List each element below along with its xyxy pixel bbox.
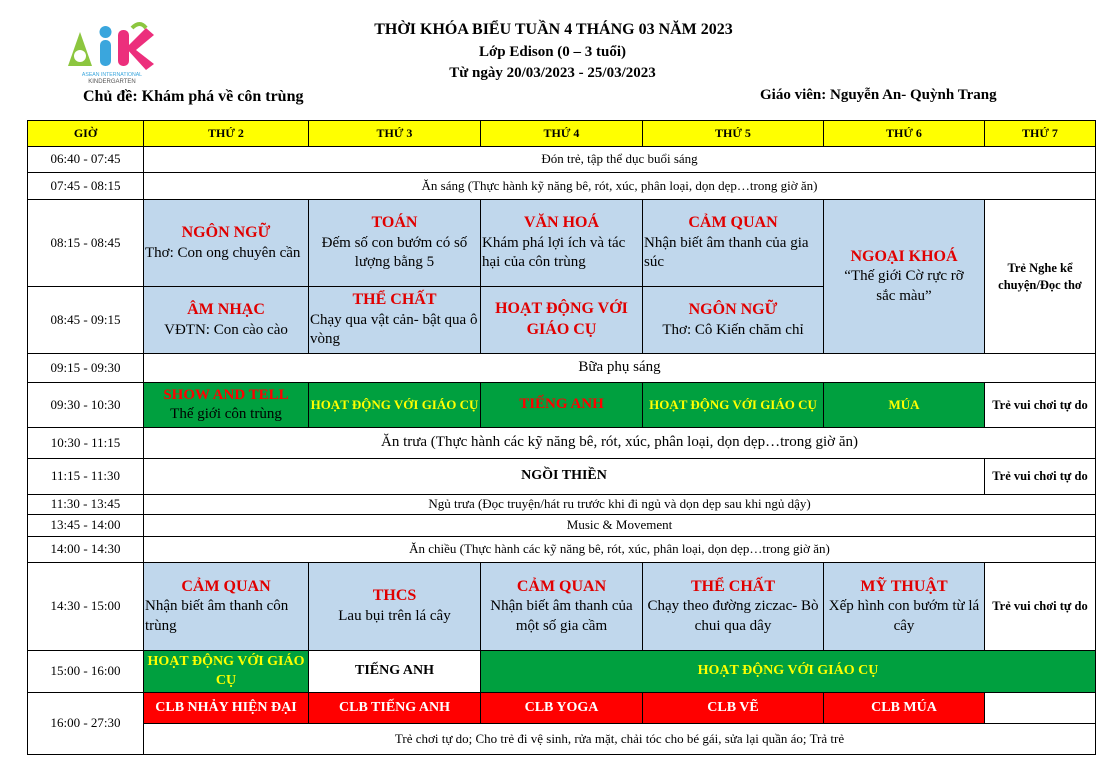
subject-detail: Thế giới côn trùng [170, 406, 282, 422]
col-mon: THỨ 2 [144, 121, 309, 147]
col-fri: THỨ 6 [824, 121, 985, 147]
time-cell: 10:30 - 11:15 [28, 428, 144, 459]
col-time: GIỜ [28, 121, 144, 147]
activity-cell [643, 200, 824, 287]
subject-detail: Chạy theo đường ziczac- Bò chui qua dây [647, 598, 819, 634]
activity-cell [144, 383, 309, 428]
subject-title: HOẠT ĐỘNG VỚI GIÁO CỤ [495, 300, 628, 338]
col-thu: THỨ 5 [643, 121, 824, 147]
activity-cell [643, 287, 824, 354]
page-title: THỜI KHÓA BIỂU TUẦN 4 THÁNG 03 NĂM 2023 [374, 21, 733, 38]
subject-title: ÂM NHẠC [187, 300, 265, 318]
time-cell: 09:30 - 10:30 [28, 383, 144, 428]
time-cell: 07:45 - 08:15 [28, 173, 144, 200]
table-row [28, 693, 1096, 724]
subject-detail: Nhận biết âm thanh côn trùng [145, 598, 289, 634]
activity-cell [144, 200, 309, 287]
time-cell: 14:30 - 15:00 [28, 563, 144, 651]
time-cell: 08:15 - 08:45 [28, 200, 144, 287]
activity-cell: CLB VẼ [643, 693, 824, 724]
date-range: Từ ngày 20/03/2023 - 25/03/2023 [449, 65, 656, 81]
activity-cell: Trẻ vui chơi tự do [985, 459, 1096, 495]
header-row [28, 121, 1096, 147]
activity-cell: Ngủ trưa (Đọc truyện/hát ru trước khi đi ngủ và dọn dẹp sau khi ngủ dậy) [144, 495, 1096, 515]
timetable [27, 120, 1096, 755]
time-cell: 11:30 - 13:45 [28, 495, 144, 515]
table-row [28, 495, 1096, 515]
table-row [28, 459, 1096, 495]
table-row [28, 537, 1096, 563]
activity-cell [309, 200, 481, 287]
time-cell: 09:15 - 09:30 [28, 354, 144, 383]
subject-detail: Nhận biết âm thanh của một số gia cầm [490, 598, 633, 634]
col-tue: THỨ 3 [309, 121, 481, 147]
time-cell: 14:00 - 14:30 [28, 537, 144, 563]
time-cell: 15:00 - 16:00 [28, 651, 144, 693]
table-row [28, 354, 1096, 383]
activity-cell: Music & Movement [144, 515, 1096, 537]
activity-cell: Trẻ vui chơi tự do [985, 383, 1096, 428]
table-row [28, 147, 1096, 173]
activity-cell [144, 563, 309, 651]
table-row [28, 428, 1096, 459]
activity-cell: Trẻ vui chơi tự do [985, 563, 1096, 651]
table-row [28, 651, 1096, 693]
activity-cell: HOẠT ĐỘNG VỚI GIÁO CỤ [144, 651, 309, 693]
activity-cell [481, 563, 643, 651]
activity-cell [144, 287, 309, 354]
subject-detail: Lau bụi trên lá cây [338, 608, 451, 625]
time-cell: 11:15 - 11:30 [28, 459, 144, 495]
col-wed: THỨ 4 [481, 121, 643, 147]
activity-cell [643, 563, 824, 651]
activity-cell: HOẠT ĐỘNG VỚI GIÁO CỤ [643, 383, 824, 428]
time-cell: 13:45 - 14:00 [28, 515, 144, 537]
activity-cell: Ăn sáng (Thực hành kỹ năng bê, rót, xúc, phân loại, dọn dẹp…trong giờ ăn) [144, 173, 1096, 200]
topic-label: Chủ đề: Khám phá về côn trùng [83, 88, 304, 105]
activity-cell: Trẻ chơi tự do; Cho trẻ đi vệ sinh, rửa mặt, chải tóc cho bé gái, sửa lại quần áo; Trả trẻ [144, 724, 1096, 755]
time-cell: 16:00 - 27:30 [28, 693, 144, 755]
activity-cell [481, 200, 643, 287]
subject-title: VĂN HOÁ [523, 214, 600, 232]
activity-cell: TIẾNG ANH [481, 383, 643, 428]
activity-cell: Đón trẻ, tập thể dục buổi sáng [144, 147, 1096, 173]
subject-detail: Xếp hình con bướm từ lá cây [828, 598, 980, 634]
table-row [28, 563, 1096, 651]
activity-cell: MÚA [824, 383, 985, 428]
table-row [28, 383, 1096, 428]
table-row [28, 724, 1096, 755]
table-row [28, 200, 1096, 287]
activity-cell: Bữa phụ sáng [144, 354, 1096, 383]
class-label: Lớp Edison (0 – 3 tuổi) [478, 44, 627, 60]
subject-title: THỂ CHẤT [690, 577, 775, 595]
subject-title: THCS [372, 587, 417, 605]
logo-caption-1: ASEAN INTERNATIONAL [81, 72, 143, 78]
subject-title: TOÁN [371, 214, 418, 232]
subject-title: CẢM QUAN [181, 577, 271, 595]
activity-cell: CLB TIẾNG ANH [309, 693, 481, 724]
activity-cell [309, 287, 481, 354]
logo-caption-2: KINDERGARTEN [88, 79, 136, 85]
activity-cell: HOẠT ĐỘNG VỚI GIÁO CỤ [309, 383, 481, 428]
subject-detail: Nhận biết âm thanh của gia súc [644, 234, 809, 271]
activity-cell: CLB YOGA [481, 693, 643, 724]
activity-cell: Ăn chiều (Thực hành các kỹ năng bê, rót, xúc, phân loại, dọn dẹp…trong giờ ăn) [144, 537, 1096, 563]
activity-cell: CLB NHẢY HIỆN ĐẠI [144, 693, 309, 724]
activity-cell: Trẻ Nghe kể chuyện/Đọc thơ [985, 200, 1096, 354]
subject-detail: Chạy qua vật cản- bật qua ô vòng [310, 311, 478, 348]
time-cell: 06:40 - 07:45 [28, 147, 144, 173]
activity-cell: HOẠT ĐỘNG VỚI GIÁO CỤ [481, 651, 1096, 693]
activity-cell: Ăn trưa (Thực hành các kỹ năng bê, rót, xúc, phân loại, dọn dẹp…trong giờ ăn) [144, 428, 1096, 459]
col-sat: THỨ 7 [985, 121, 1096, 147]
activity-cell [481, 287, 643, 354]
subject-title: NGÔN NGỮ [688, 300, 778, 318]
subject-title: THỂ CHẤT [352, 291, 437, 309]
subject-detail: VĐTN: Con cào cào [164, 321, 288, 338]
activity-cell [309, 563, 481, 651]
subject-detail: Đếm số con bướm có số lượng bằng 5 [321, 234, 468, 271]
subject-title: CẢM QUAN [516, 577, 607, 595]
teacher-label: Giáo viên: Nguyễn An- Quỳnh Trang [760, 87, 997, 103]
subject-title: SHOW AND TELL [163, 386, 289, 403]
subject-detail: Thơ: Cô Kiến chăm chỉ [662, 321, 804, 338]
activity-cell: NGỒI THIỀN [144, 459, 985, 495]
subject-detail: Khám phá lợi ích và tác hại của côn trùng [482, 234, 626, 271]
activity-cell: CLB MÚA [824, 693, 985, 724]
subject-title: MỸ THUẬT [860, 577, 948, 595]
table-row [28, 173, 1096, 200]
empty-cell [985, 693, 1096, 724]
subject-detail: Thơ: Con ong chuyên cần [145, 244, 301, 261]
activity-cell [824, 563, 985, 651]
subject-title: NGOẠI KHOÁ [850, 247, 958, 265]
subject-title: CẢM QUAN [688, 214, 778, 232]
activity-cell: TIẾNG ANH [309, 651, 481, 693]
subject-detail: “Thế giới Cờ rực rỡ sắc màu” [844, 268, 964, 304]
activity-cell [824, 200, 985, 354]
time-cell: 08:45 - 09:15 [28, 287, 144, 354]
table-row [28, 515, 1096, 537]
subject-title: NGÔN NGỮ [181, 223, 271, 241]
